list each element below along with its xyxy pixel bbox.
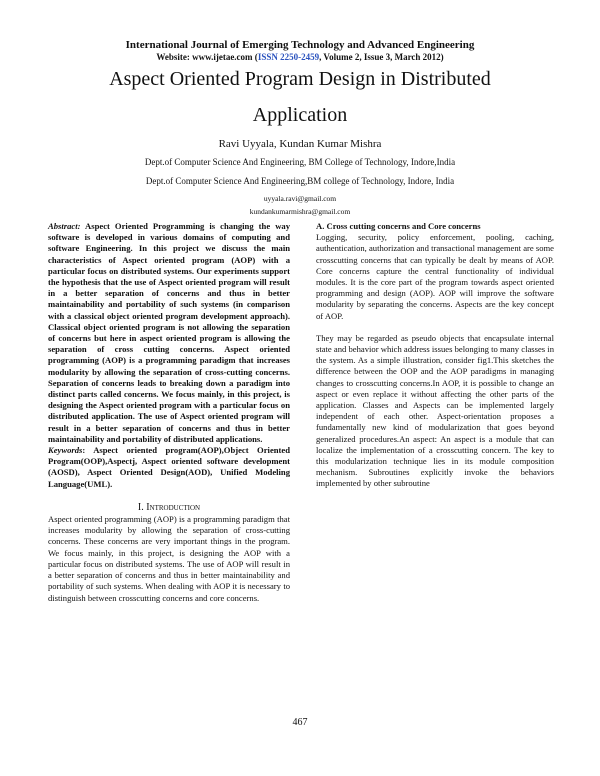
introduction-heading: I. Introduction [137, 501, 201, 513]
issn-link[interactable]: ISSN 2250-2459 [257, 52, 320, 62]
website-suffix: , Volume 2, Issue 3, March 2012) [319, 52, 444, 62]
introduction-text: Aspect oriented programming (AOP) is a programming paradigm that increases modularity by allowing the separation of cross-cutting concerns. These concerns are very important things in the program. We focus mainly, in this project, is designing the AOP with a particular focus on distributed systems. The use of AOP will result in a better separation of concerns and thus in better maintainability and portability of such systems. When dealing with AOP it is necessary to distinguish between crosscutting concerns and core concerns. [48, 514, 290, 603]
section-a-paragraph-1: Logging, security, policy enforcement, pooling, caching, authentication, authorization and transactional management are some crosscutting concerns that can typically be dealt by means of AOP. Core concerns capture the central functionality of individual modules. It is the core part of the program towards aspect oriented programming and design (AOP). AOP will improve the software modularity by separating the concerns. Aspects are the key concept of AOP. [316, 232, 554, 321]
abstract [48, 221, 290, 445]
keywords-label: Keywords [48, 445, 83, 456]
left-column [48, 221, 290, 604]
paper-title-line-1: Aspect Oriented Program Design in Distributed [109, 68, 491, 90]
affiliation-1: Dept.of Computer Science And Engineering, BM College of Technology, Indore,India [144, 157, 456, 167]
author-email-2: kundankumarmishra@gmail.com [249, 207, 351, 216]
page-number: 467 [292, 717, 308, 728]
affiliation-2: Dept.of Computer Science And Engineering,BM college of Technology, Indore, India [145, 176, 455, 186]
keywords [48, 445, 290, 490]
paper-title-line-2: Application [252, 104, 348, 126]
author-email-1: uyyala.ravi@gmail.com [263, 194, 337, 203]
website-prefix: Website: www.ijetae.com ( [156, 52, 258, 62]
right-column [316, 221, 554, 490]
abstract-label: Abstract: [48, 221, 81, 231]
section-a-paragraph-2: They may be regarded as pseudo objects that encapsulate internal state and behavior which address issues belonging to many classes in the system. As a simple illustration, consider fig1.This sketches the difference between the OOP and the AOP paradigms in managing changes to crosscutting concerns.In AOP, it is possible to change an aspect or even replace it without affecting the other parts of the application. Classes and Aspects can be implemented largely independent of each other. Aspect-orientation proposes a fundamentally new kind of modularization that goes beyond generalized procedures.An aspect: An aspect is a module that can localize the implementation of a crosscutting concern. The key to this modularization technique lies in its module composition mechanism. Subroutines explicitly invoke the behaviors implemented by other subroutine [316, 332, 554, 489]
abstract-text: Aspect Oriented Programming is changing the way software is developed in various domains of computing and software Engineering. In this project we discuss the main characteristics of Aspect oriented program (AOP) with a particular focus on distributed systems. Our experiments support the hypothesis that the use of Aspect oriented program will result in a better separation of concerns and thus in better maintainability and portability of such systems (in comparison with a classical object oriented program development approach). Classical object oriented program is not allowing the separation of concerns but here in aspect oriented program is allowing the separation of cross cutting concerns. Aspect oriented programming (AOP) is a programming paradigm that increases modularity by allowing the separation of cross-cutting concerns. Separation of concerns leads to breaking down a paradigm into distinct parts called concerns. We focus mainly, in this project, is designing the Aspect oriented program with a particular focus on distributed application. The use of Aspect oriented program will result in a better separation of concerns and thus in better maintainability and portability of distributed applications. [48, 221, 290, 444]
journal-website-line [0, 52, 600, 62]
journal-name: International Journal of Emerging Technology and Advanced Engineering [125, 39, 475, 51]
section-a-heading: A. Cross cutting concerns and Core concerns [316, 221, 481, 231]
paper-authors: Ravi Uyyala, Kundan Kumar Mishra [218, 138, 382, 150]
keywords-text: : Aspect oriented program(AOP),Object Oriented Program(OOP),Aspectj, Aspect oriented software development (AOSD), Aspect Oriented Design(AOD), Unified Modeling Language(UML). [48, 445, 290, 489]
